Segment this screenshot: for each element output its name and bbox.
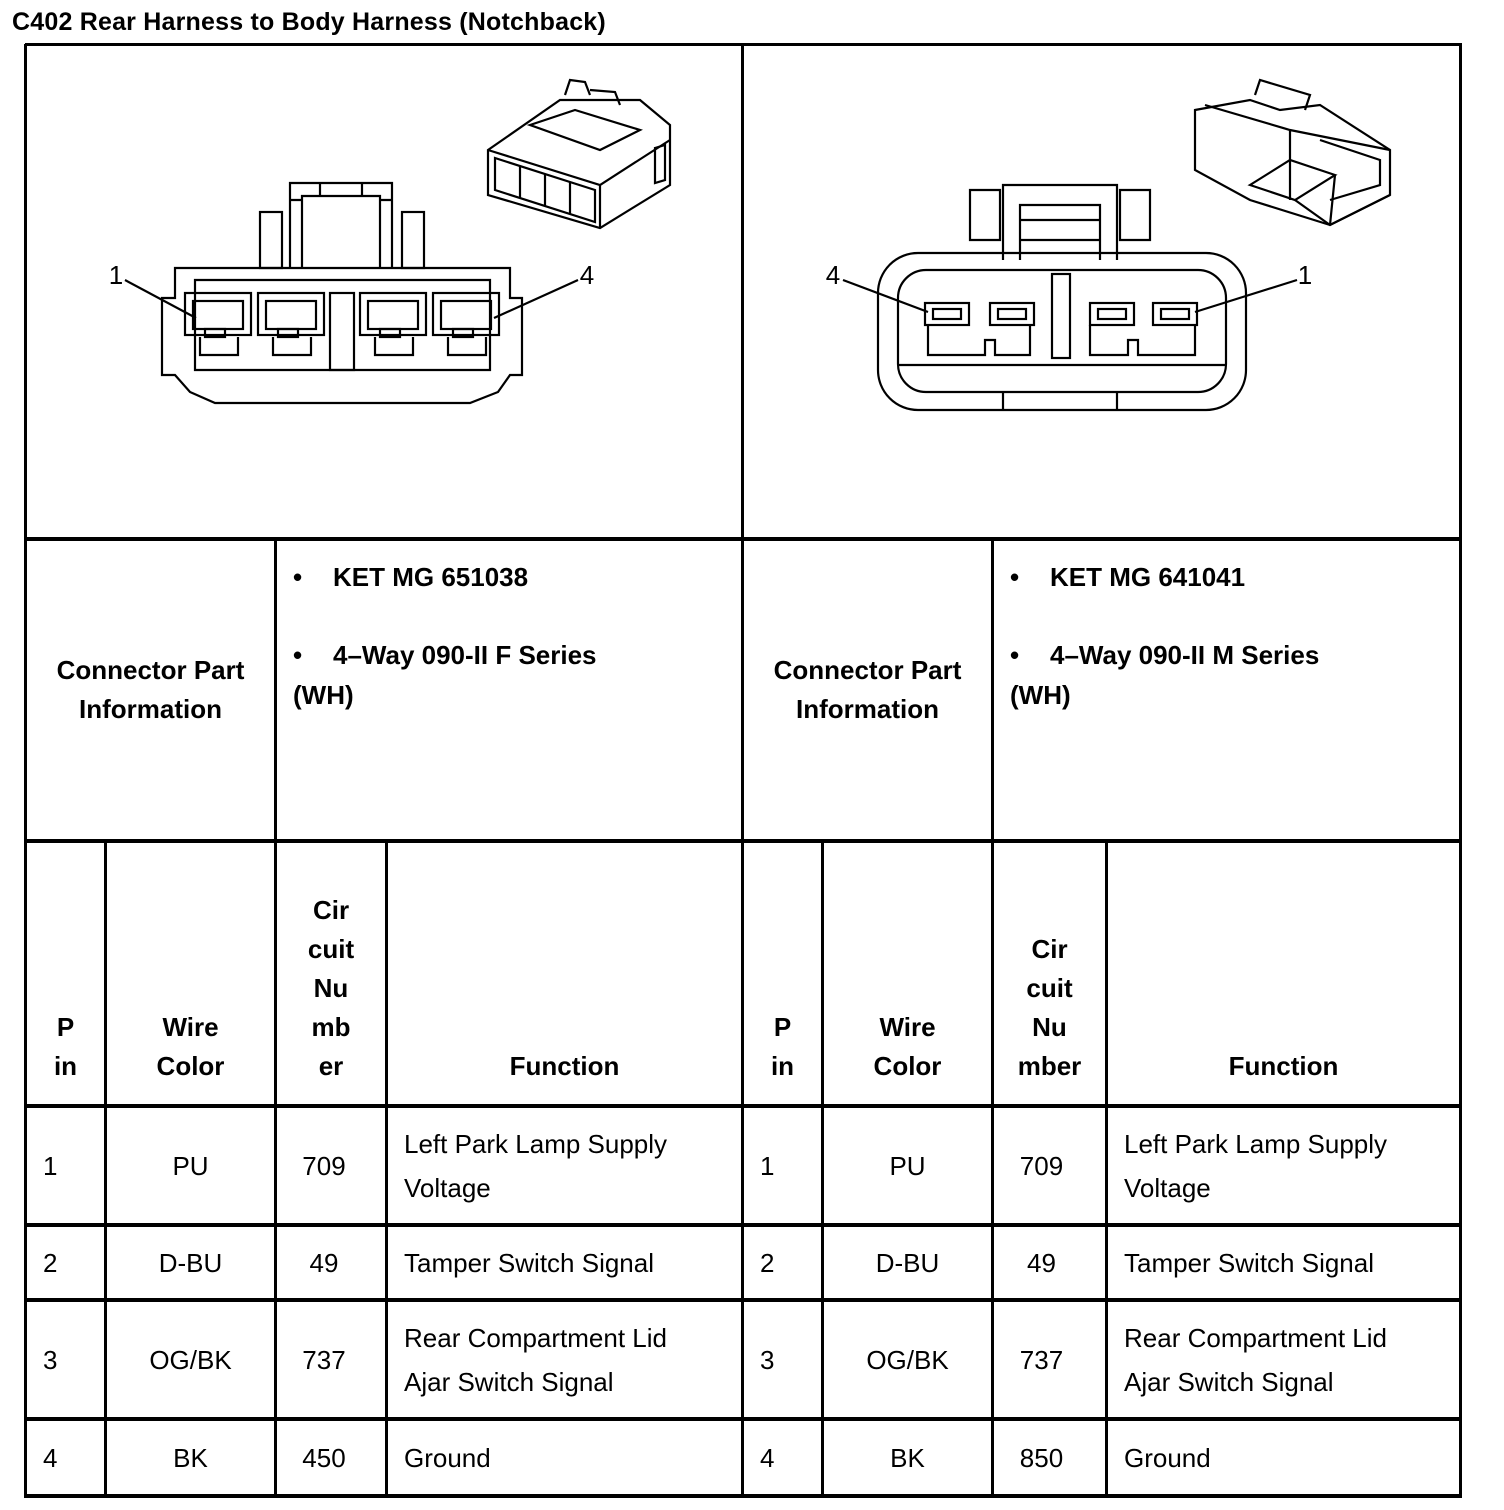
- wire-color-cell: D-BU: [158, 1247, 223, 1278]
- pin-cell: 3: [760, 1344, 775, 1375]
- wire-color-cell: D-BU: [875, 1247, 940, 1278]
- right-header-circuit: Cir cuit Nu mber: [1017, 934, 1082, 1081]
- circuit-cell: 709: [302, 1150, 346, 1181]
- function-cell: Rear Compartment Lid Ajar Switch Signal: [404, 1322, 667, 1397]
- left-header-pin: P in: [53, 1012, 78, 1081]
- circuit-cell: 737: [302, 1344, 346, 1375]
- right-header-pin: P in: [770, 1012, 795, 1081]
- function-cell: Left Park Lamp Supply Voltage: [404, 1128, 668, 1203]
- right-pin-label-4: 4: [825, 260, 841, 290]
- pin-cell: 4: [43, 1442, 58, 1473]
- right-header-function: Function: [1228, 1051, 1339, 1081]
- function-cell: Tamper Switch Signal: [1124, 1247, 1374, 1278]
- right-header-wire-color: Wire Color: [873, 1012, 942, 1081]
- wire-color-cell: BK: [890, 1442, 925, 1473]
- pin-cell: 2: [43, 1247, 58, 1278]
- left-pin-label-4: 4: [579, 260, 595, 290]
- circuit-cell: 49: [1027, 1247, 1056, 1278]
- function-cell: Ground: [404, 1442, 491, 1473]
- right-connector-part-label: Connector Part Information: [773, 655, 962, 724]
- right-part-number: KET MG 641041: [1050, 562, 1246, 592]
- circuit-cell: 709: [1019, 1150, 1064, 1181]
- pin-cell: 1: [760, 1150, 775, 1181]
- left-pin-label-1: 1: [108, 260, 124, 290]
- circuit-cell: 850: [1019, 1442, 1064, 1473]
- left-part-number: KET MG 651038: [333, 562, 529, 592]
- function-cell: Tamper Switch Signal: [404, 1247, 654, 1278]
- circuit-cell: 49: [309, 1247, 339, 1278]
- circuit-cell: 450: [302, 1442, 346, 1473]
- left-header-circuit: Cir cuit Nu mb er: [307, 895, 355, 1081]
- pin-cell: 4: [760, 1442, 775, 1473]
- wire-color-cell: PU: [172, 1150, 209, 1181]
- left-connector-part-label: Connector Part Information: [56, 655, 245, 724]
- pin-cell: 3: [43, 1344, 58, 1375]
- wire-color-cell: PU: [889, 1150, 926, 1181]
- function-cell: Ground: [1124, 1442, 1211, 1473]
- page-title: C402 Rear Harness to Body Harness (Notchback): [12, 8, 606, 36]
- left-part-info: • KET MG 651038 • 4–Way 090-II F Series (WH): [293, 562, 597, 710]
- wire-color-cell: OG/BK: [149, 1344, 232, 1375]
- wire-color-cell: OG/BK: [866, 1344, 949, 1375]
- wire-color-cell: BK: [173, 1442, 208, 1473]
- pin-cell: 2: [760, 1247, 775, 1278]
- left-header-wire-color: Wire Color: [156, 1012, 225, 1081]
- left-part-series: 4–Way 090-II F Series (WH): [293, 640, 597, 710]
- left-header-function: Function: [509, 1051, 620, 1081]
- circuit-cell: 737: [1019, 1344, 1064, 1375]
- right-part-info: • KET MG 641041 • 4–Way 090-II M Series (WH): [1010, 562, 1320, 710]
- function-cell: Left Park Lamp Supply Voltage: [1124, 1128, 1388, 1203]
- pin-cell: 1: [43, 1150, 58, 1181]
- right-part-series: 4–Way 090-II M Series (WH): [1010, 640, 1320, 710]
- function-cell: Rear Compartment Lid Ajar Switch Signal: [1124, 1322, 1387, 1397]
- right-pin-label-1: 1: [1297, 260, 1313, 290]
- right-connector-diagram: [0, 0, 1460, 540]
